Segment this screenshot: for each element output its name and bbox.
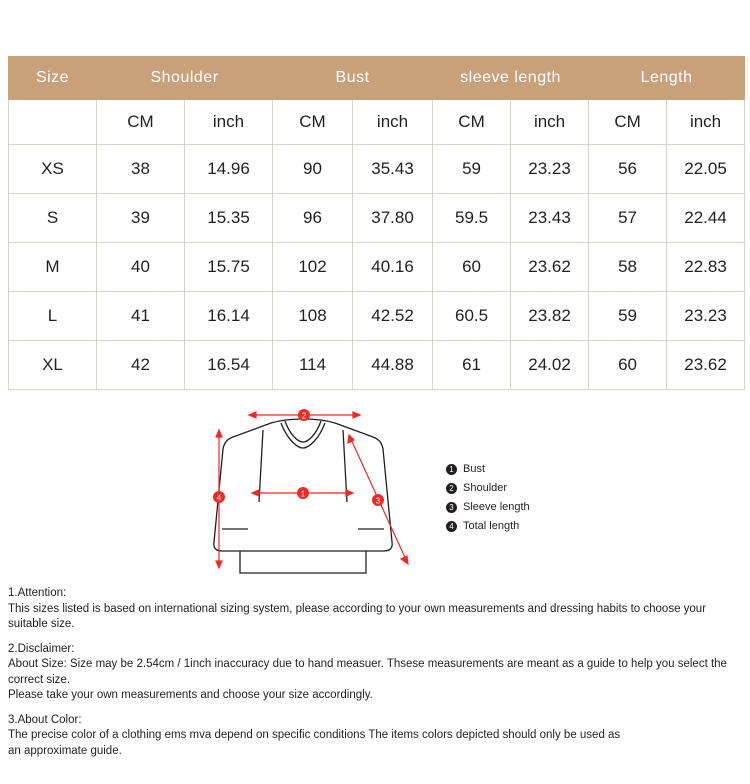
cell: 56 [589,145,667,194]
legend-number-icon: 2 [446,483,457,494]
legend-item [446,460,530,479]
cell: 23.62 [511,243,589,292]
cell: 61 [433,341,511,390]
table-row [9,145,745,194]
cell: 38 [97,145,185,194]
disclaimer-body-2: Please take your own measurements and choose your size accordingly. [8,689,373,701]
diagram-marker-1 [297,487,309,499]
unit-blank [9,100,97,145]
cell: 15.35 [185,194,273,243]
cell: 23.23 [667,292,745,341]
row-size-label: XL [9,341,97,390]
unit-cell: inch [667,100,745,145]
cell: 22.44 [667,194,745,243]
diagram-marker-2 [298,409,310,421]
table-row [9,243,745,292]
legend-item [446,517,530,536]
cell: 59.5 [433,194,511,243]
legend-item [446,479,530,498]
cell: 114 [273,341,353,390]
cell: 102 [273,243,353,292]
legend-label: Sleeve length [463,501,530,513]
header-bust: Bust [273,57,433,100]
cell: 44.88 [353,341,433,390]
row-size-label: S [9,194,97,243]
table-row [9,194,745,243]
cell: 39 [97,194,185,243]
color-body-2: an approximate guide. [8,744,122,757]
svg-text:3: 3 [375,496,381,506]
svg-text:2: 2 [301,411,307,421]
header-sleeve-length: sleeve length [433,57,589,100]
cell: 24.02 [511,341,589,390]
table-row [9,341,745,390]
attention-title: 1.Attention: [8,587,67,599]
cell: 23.62 [667,341,745,390]
unit-cell: CM [273,100,353,145]
legend-label: Shoulder [463,482,508,494]
cell: 57 [589,194,667,243]
cell: 42.52 [353,292,433,341]
diagram-legend [446,460,530,536]
header-length: Length [589,57,745,100]
row-size-label: XS [9,145,97,194]
diagram-marker-4 [213,491,225,503]
cell: 16.14 [185,292,273,341]
row-size-label: M [9,243,97,292]
size-chart-table-container [8,56,742,390]
unit-cell: CM [589,100,667,145]
legend-number-icon: 3 [446,502,457,513]
cell: 40 [97,243,185,292]
color-body-1: The precise color of a clothing ems mva depend on specific conditions The items colors depicted should only be used as [8,729,621,741]
cell: 37.80 [353,194,433,243]
table-header-row [9,57,745,100]
cell: 90 [273,145,353,194]
garment-measurement-diagram [0,392,750,602]
unit-cell: CM [433,100,511,145]
unit-cell: CM [97,100,185,145]
svg-text:4: 4 [216,493,222,503]
cell: 22.05 [667,145,745,194]
unit-cell: inch [185,100,273,145]
cell: 60 [433,243,511,292]
table-row [9,292,745,341]
cell: 35.43 [353,145,433,194]
diagram-marker-3 [372,494,384,506]
cell: 41 [97,292,185,341]
header-size: Size [9,57,97,100]
unit-cell: inch [353,100,433,145]
cell: 22.83 [667,243,745,292]
table-unit-row [9,100,745,145]
legend-label: Total length [463,520,520,532]
legend-label: Bust [463,463,486,475]
cell: 58 [589,243,667,292]
cell: 59 [433,145,511,194]
size-chart-table [8,56,745,390]
cell: 23.43 [511,194,589,243]
color-title: 3.About Color: [8,713,82,726]
cell: 15.75 [185,243,273,292]
row-size-label: L [9,292,97,341]
cell: 14.96 [185,145,273,194]
header-shoulder: Shoulder [97,57,273,100]
legend-item [446,498,530,517]
notes-section [8,586,748,759]
cell: 59 [589,292,667,341]
disclaimer-body-1: About Size: Size may be 2.54cm / 1inch inaccuracy due to hand measuer. Thsese measurements are meant as a guide to help you select the correct size. [8,658,727,686]
cell: 16.54 [185,341,273,390]
cell: 108 [273,292,353,341]
cell: 60.5 [433,292,511,341]
legend-number-icon: 4 [446,521,457,532]
svg-text:1: 1 [300,489,306,499]
legend-number-icon: 1 [446,464,457,475]
cell: 23.82 [511,292,589,341]
cell: 40.16 [353,243,433,292]
unit-cell: inch [511,100,589,145]
attention-body: This sizes listed is based on international sizing system, please according to your own measurements and dressing habits to choose your suitable size. [8,602,707,630]
cell: 60 [589,341,667,390]
measurement-arrows [216,412,408,568]
cell: 96 [273,194,353,243]
cell: 42 [97,341,185,390]
cell: 23.23 [511,145,589,194]
disclaimer-title: 2.Disclaimer: [8,642,75,655]
